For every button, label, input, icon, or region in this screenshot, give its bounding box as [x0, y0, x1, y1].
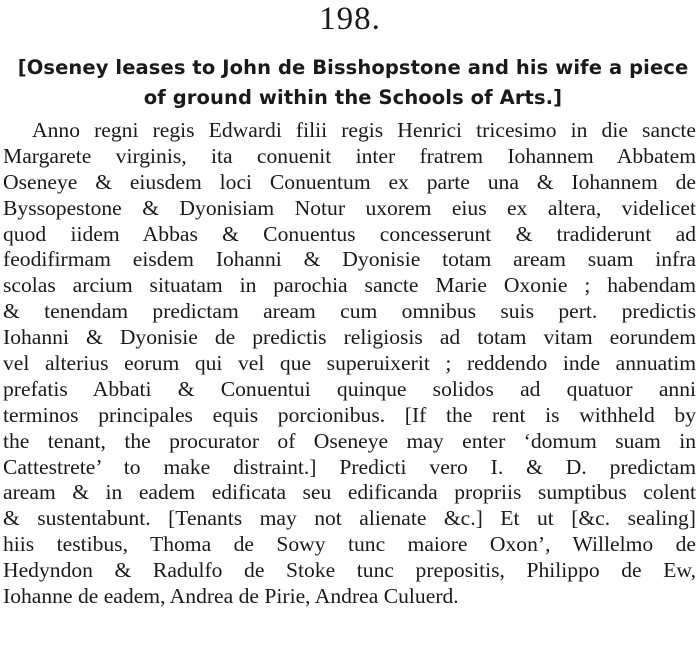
body-line: Oseneye & eiusdem loci Conuentum ex parte una & Iohannem de: [3, 169, 696, 194]
body-line: aream & in eadem edificata seu edificanda propriis sumptibus colent: [3, 480, 696, 505]
body-line: Hedyndon & Radulfo de Stoke tunc prepositis, Philippo de Ew,: [3, 558, 696, 583]
document-heading: [8, 53, 698, 113]
body-line: & sustentabunt. [Tenants may not alienate &c.] Et ut [&c. sealing]: [3, 506, 696, 531]
body-line: scolas arcium situatam in parochia sancte Marie Oxonie ; habendam: [3, 273, 696, 298]
body-line: terminos principales equis porcionibus. [If the rent is withheld by: [3, 402, 696, 427]
body-line: Byssopestone & Dyonisiam Notur uxorem eius ex altera, videlicet: [3, 195, 696, 220]
body-line: & tenendam predictam aream cum omnibus suis pert. predictis: [3, 299, 696, 324]
body-line: hiis testibus, Thoma de Sowy tunc maiore Oxon’, Willelmo de: [3, 532, 696, 557]
body-line: feodifirmam eisdem Iohanni & Dyonisie totam aream suam infra: [3, 247, 696, 272]
heading-line: of ground within the Schools of Arts.]: [143, 86, 563, 109]
document-body: [3, 118, 696, 610]
body-line: Iohanni & Dyonisie de predictis religiosis ad totam vitam eorundem: [3, 325, 696, 350]
body-line: prefatis Abbati & Conuentui quinque solidos ad quatuor anni: [3, 376, 696, 401]
heading-line: [Oseney leases to John de Bisshopstone and his wife a piece: [17, 56, 689, 79]
body-line: quod iidem Abbas & Conuentus concesserunt & tradiderunt ad: [3, 221, 696, 246]
body-line: Iohanne de eadem, Andrea de Pirie, Andrea Culuerd.: [3, 584, 459, 609]
body-line: the tenant, the procurator of Oseneye may enter ‘domum suam in: [3, 428, 696, 453]
body-line: vel alterius eorum qui vel que superuixerit ; reddendo inde annuatim: [3, 351, 696, 376]
document-number: 198.: [319, 1, 381, 37]
body-line: Margarete virginis, ita conuenit inter fratrem Iohannem Abbatem: [3, 143, 696, 168]
body-line: Anno regni regis Edwardi filii regis Henrici tricesimo in die sancte: [32, 118, 696, 142]
body-line: Cattestrete’ to make distraint.] Predicti vero I. & D. predictam: [3, 454, 696, 479]
